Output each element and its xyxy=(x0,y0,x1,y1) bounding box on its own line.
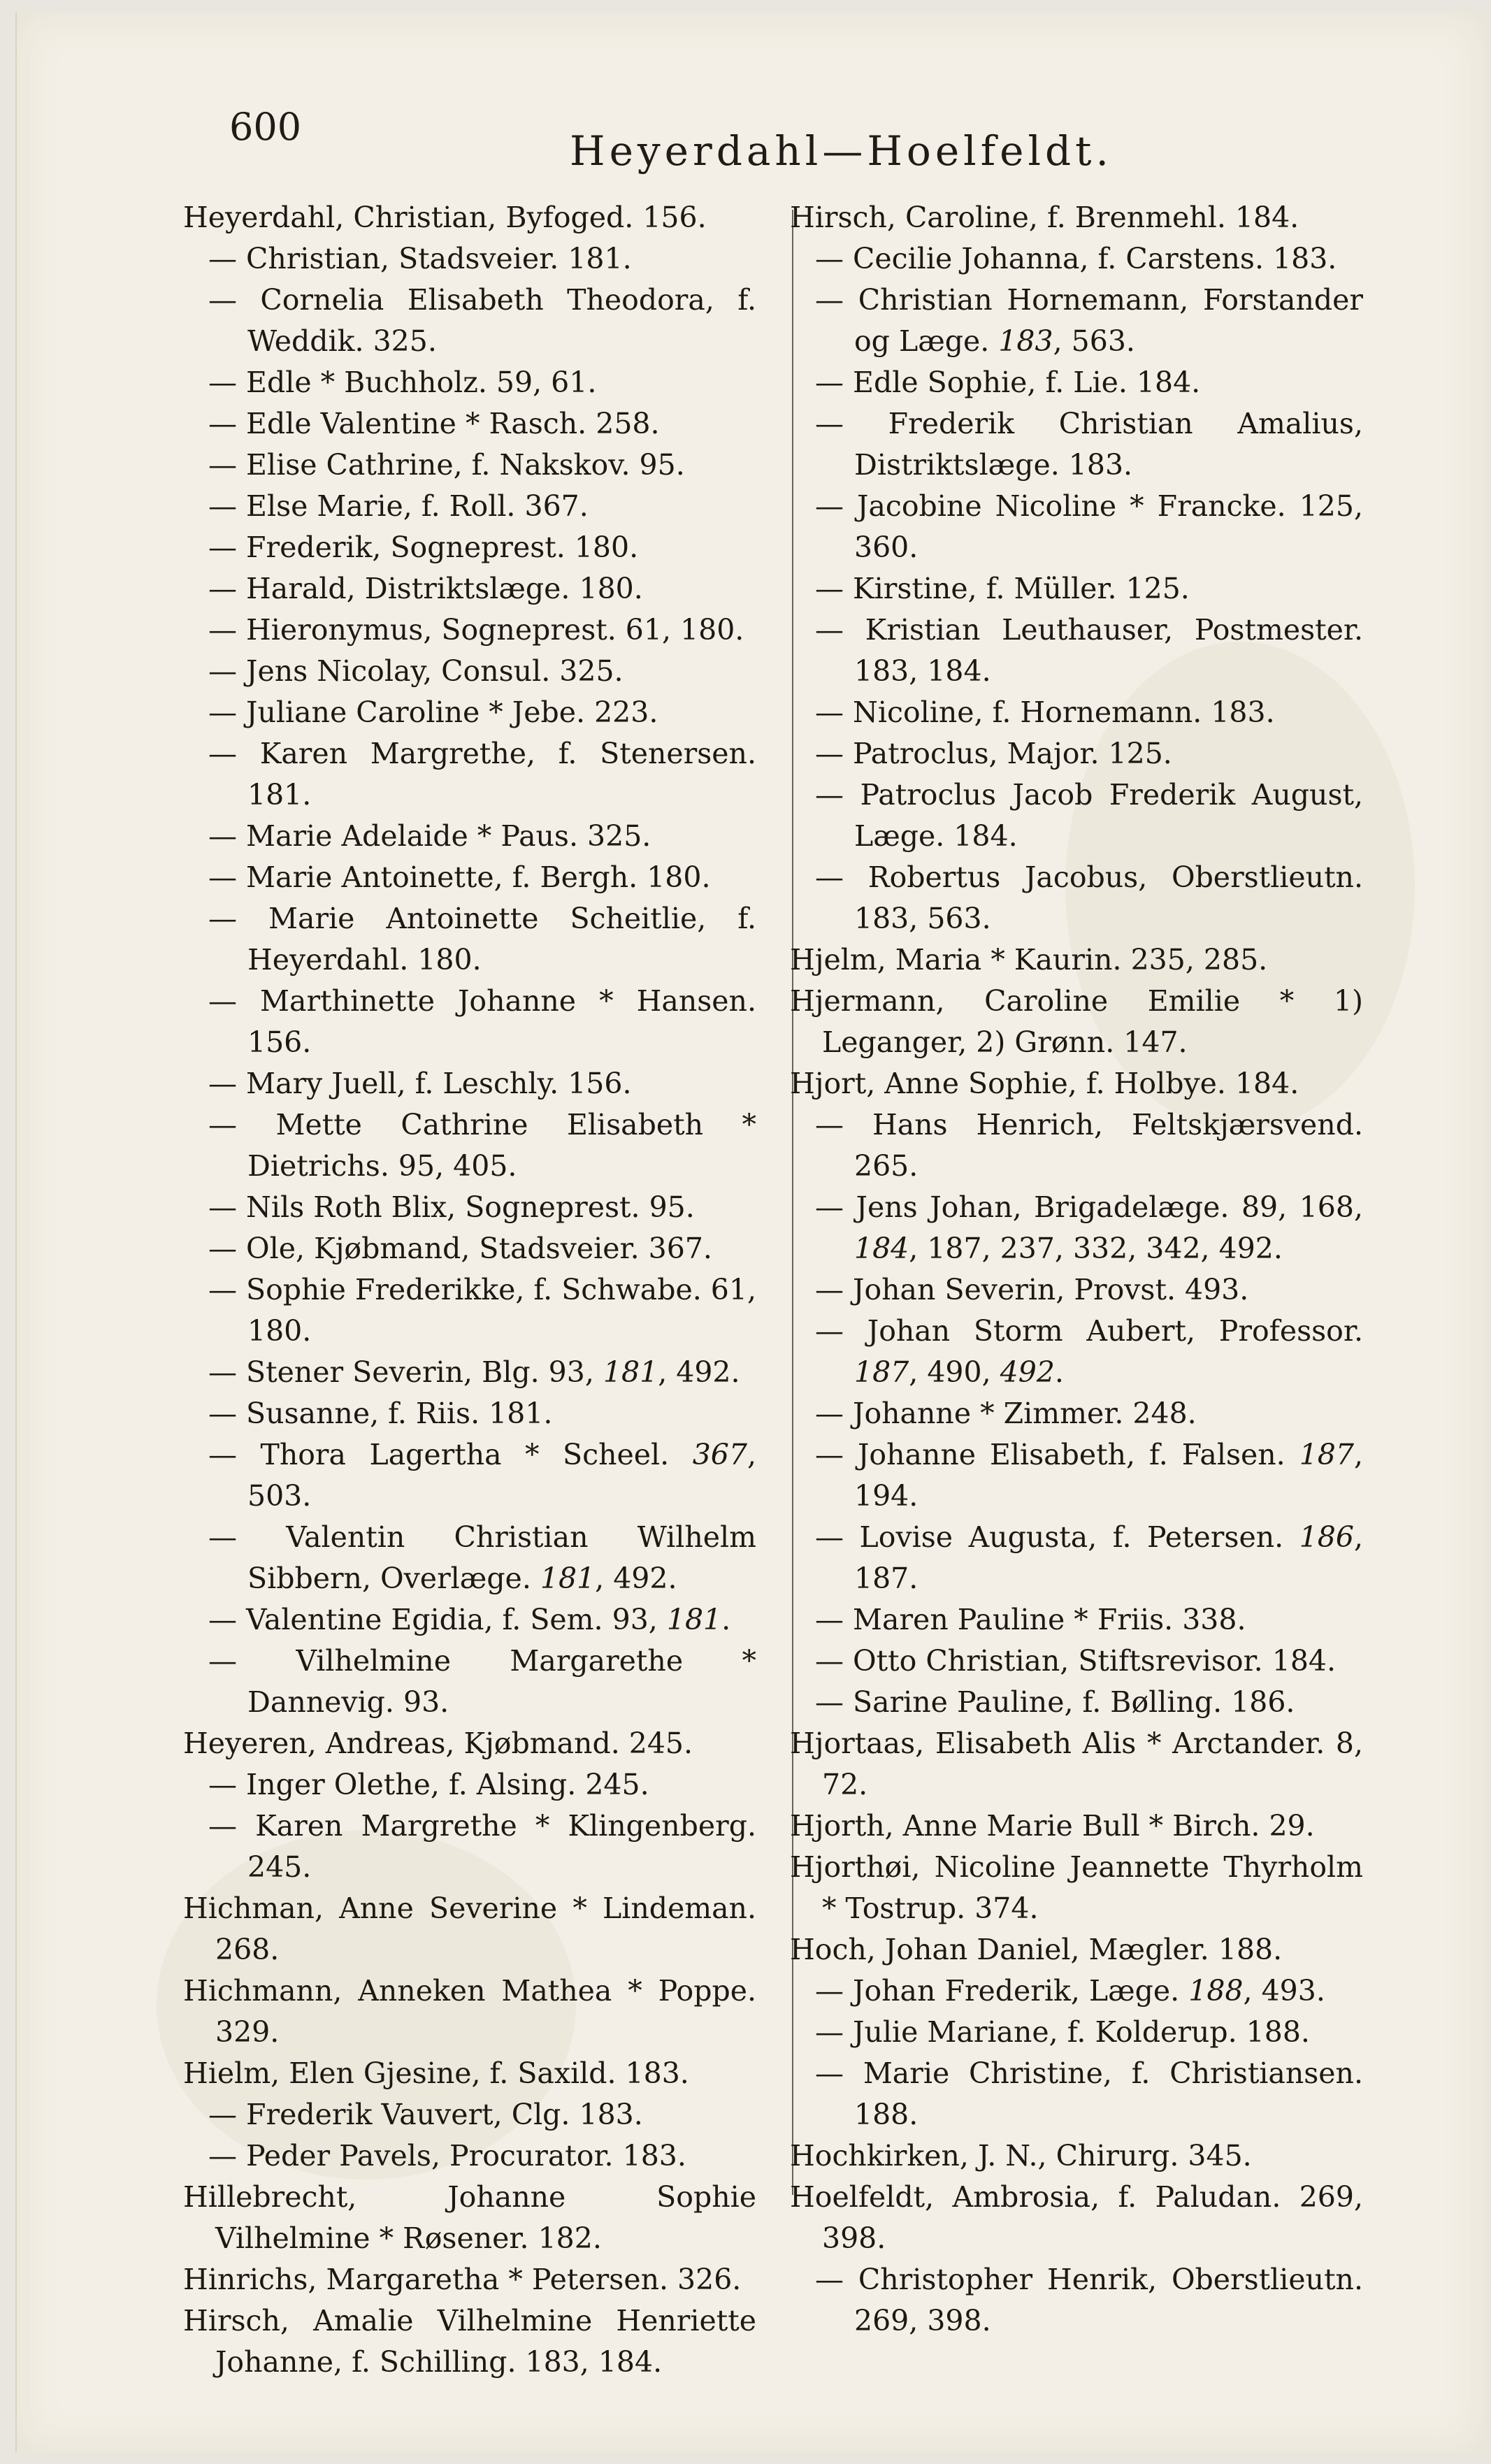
index-subentry: — Nils Roth Blix, Sogneprest. 95. xyxy=(208,1190,695,1224)
index-entry: Hirsch, Amalie Vilhelmine Henriette Johanne, f. Schilling. 183, 184. xyxy=(183,2304,756,2379)
index-subentry: — Jens Nicolay, Consul. 325. xyxy=(208,654,624,688)
index-subentry: — Jens Johan, Brigadelæge. 89, 168, 184, 187, 237, 332, 342, 492. xyxy=(815,1190,1363,1265)
index-subentry: — Else Marie, f. Roll. 367. xyxy=(208,489,589,523)
index-entry: Hinrichs, Margaretha * Petersen. 326. xyxy=(183,2263,742,2296)
index-subentry: — Elise Cathrine, f. Nakskov. 95. xyxy=(208,448,685,482)
index-entry: Hichman, Anne Severine * Lindeman. 268. xyxy=(183,1892,756,1966)
index-subentry: — Frederik Christian Amalius, Distriktslæge. 183. xyxy=(815,407,1363,482)
index-subentry: — Jacobine Nicoline * Francke. 125, 360. xyxy=(815,489,1363,564)
index-subentry: — Mette Cathrine Elisabeth * Dietrichs. 95, 405. xyxy=(208,1108,756,1183)
index-subentry: — Nicoline, f. Hornemann. 183. xyxy=(815,696,1275,729)
index-subentry: — Marie Christine, f. Christiansen. 188. xyxy=(815,2056,1363,2131)
index-column-right xyxy=(790,197,1363,2342)
index-subentry: — Johan Frederik, Læge. 188, 493. xyxy=(815,1974,1325,2008)
index-entry: Hjorthøi, Nicoline Jeannette Thyrholm * Tostrup. 374. xyxy=(790,1850,1363,1925)
index-subentry: — Christian Hornemann, Forstander og Læge. 183, 563. xyxy=(815,283,1363,358)
index-subentry: — Marie Antoinette, f. Bergh. 180. xyxy=(208,860,711,894)
index-subentry: — Christopher Henrik, Oberstlieutn. 269, 398. xyxy=(815,2263,1363,2337)
index-subentry: — Marthinette Johanne * Hansen. 156. xyxy=(208,984,756,1059)
index-subentry: — Sophie Frederikke, f. Schwabe. 61, 180. xyxy=(208,1273,756,1348)
index-column-left xyxy=(183,197,756,2383)
index-subentry: — Patroclus Jacob Frederik August, Læge. 184. xyxy=(815,778,1363,853)
index-subentry: — Mary Juell, f. Leschly. 156. xyxy=(208,1067,632,1100)
index-subentry: — Marie Adelaide * Paus. 325. xyxy=(208,819,651,853)
index-subentry: — Valentin Christian Wilhelm Sibbern, Overlæge. 181, 492. xyxy=(208,1520,756,1595)
index-entry: Heyerdahl, Christian, Byfoged. 156. xyxy=(183,201,707,234)
index-subentry: — Kristian Leuthauser, Postmester. 183, 184. xyxy=(815,613,1363,688)
index-subentry: — Frederik, Sogneprest. 180. xyxy=(208,531,639,564)
index-subentry: — Patroclus, Major. 125. xyxy=(815,737,1172,770)
running-head: Heyerdahl—Hoelfeldt. xyxy=(570,127,1113,175)
index-subentry: — Johan Storm Aubert, Professor. 187, 490, 492. xyxy=(815,1314,1363,1389)
index-subentry: — Cecilie Johanna, f. Carstens. 183. xyxy=(815,242,1337,275)
index-subentry: — Hieronymus, Sogneprest. 61, 180. xyxy=(208,613,744,647)
index-subentry: — Julie Mariane, f. Kolderup. 188. xyxy=(815,2015,1310,2049)
index-subentry: — Susanne, f. Riis. 181. xyxy=(208,1397,553,1430)
index-subentry: — Kirstine, f. Müller. 125. xyxy=(815,572,1190,605)
index-subentry: — Robertus Jacobus, Oberstlieutn. 183, 563. xyxy=(815,860,1363,935)
index-entry: Hirsch, Caroline, f. Brenmehl. 184. xyxy=(790,201,1299,234)
index-entry: Hoch, Johan Daniel, Mægler. 188. xyxy=(790,1933,1283,1966)
index-subentry: — Edle Sophie, f. Lie. 184. xyxy=(815,366,1201,399)
index-entry: Hjorth, Anne Marie Bull * Birch. 29. xyxy=(790,1809,1315,1843)
index-subentry: — Vilhelmine Margarethe * Dannevig. 93. xyxy=(208,1644,756,1719)
index-entry: Heyeren, Andreas, Kjøbmand. 245. xyxy=(183,1727,693,1760)
index-subentry: — Karen Margrethe, f. Stenersen. 181. xyxy=(208,737,756,812)
index-entry: Hjortaas, Elisabeth Alis * Arctander. 8, 72. xyxy=(790,1727,1363,1801)
page-number: 600 xyxy=(229,105,302,149)
index-subentry: — Hans Henrich, Feltskjærsvend. 265. xyxy=(815,1108,1363,1183)
index-subentry: — Juliane Caroline * Jebe. 223. xyxy=(208,696,658,729)
index-subentry: — Maren Pauline * Friis. 338. xyxy=(815,1603,1246,1636)
index-subentry: — Marie Antoinette Scheitlie, f. Heyerdahl. 180. xyxy=(208,902,756,977)
index-subentry: — Harald, Distriktslæge. 180. xyxy=(208,572,643,605)
index-subentry: — Johan Severin, Provst. 493. xyxy=(815,1273,1249,1306)
index-subentry: — Peder Pavels, Procurator. 183. xyxy=(208,2139,686,2173)
index-subentry: — Christian, Stadsveier. 181. xyxy=(208,242,632,275)
index-subentry: — Sarine Pauline, f. Bølling. 186. xyxy=(815,1685,1295,1719)
index-subentry: — Lovise Augusta, f. Petersen. 186, 187. xyxy=(815,1520,1363,1595)
index-subentry: — Thora Lagertha * Scheel. 367, 503. xyxy=(208,1438,756,1513)
index-subentry: — Johanne * Zimmer. 248. xyxy=(815,1397,1197,1430)
index-subentry: — Cornelia Elisabeth Theodora, f. Weddik. 325. xyxy=(208,283,756,358)
index-subentry: — Edle Valentine * Rasch. 258. xyxy=(208,407,660,440)
index-entry: Hjermann, Caroline Emilie * 1) Leganger, 2) Grønn. 147. xyxy=(790,984,1363,1059)
index-entry: Hillebrecht, Johanne Sophie Vilhelmine * Røsener. 182. xyxy=(183,2180,756,2255)
index-subentry: — Edle * Buchholz. 59, 61. xyxy=(208,366,597,399)
index-subentry: — Johanne Elisabeth, f. Falsen. 187, 194. xyxy=(815,1438,1363,1513)
index-subentry: — Ole, Kjøbmand, Stadsveier. 367. xyxy=(208,1232,712,1265)
index-entry: Hoelfeldt, Ambrosia, f. Paludan. 269, 398. xyxy=(790,2180,1363,2255)
index-subentry: — Inger Olethe, f. Alsing. 245. xyxy=(208,1768,649,1801)
index-entry: Hochkirken, J. N., Chirurg. 345. xyxy=(790,2139,1252,2173)
index-subentry: — Stener Severin, Blg. 93, 181, 492. xyxy=(208,1355,740,1389)
index-subentry: — Frederik Vauvert, Clg. 183. xyxy=(208,2098,643,2131)
index-entry: Hichmann, Anneken Mathea * Poppe. 329. xyxy=(183,1974,756,2049)
index-entry: Hjelm, Maria * Kaurin. 235, 285. xyxy=(790,943,1268,977)
index-subentry: — Otto Christian, Stiftsrevisor. 184. xyxy=(815,1644,1337,1678)
index-entry: Hjort, Anne Sophie, f. Holbye. 184. xyxy=(790,1067,1299,1100)
index-entry: Hielm, Elen Gjesine, f. Saxild. 183. xyxy=(183,2056,689,2090)
index-subentry: — Karen Margrethe * Klingenberg. 245. xyxy=(208,1809,756,1884)
index-subentry: — Valentine Egidia, f. Sem. 93, 181. xyxy=(208,1603,731,1636)
